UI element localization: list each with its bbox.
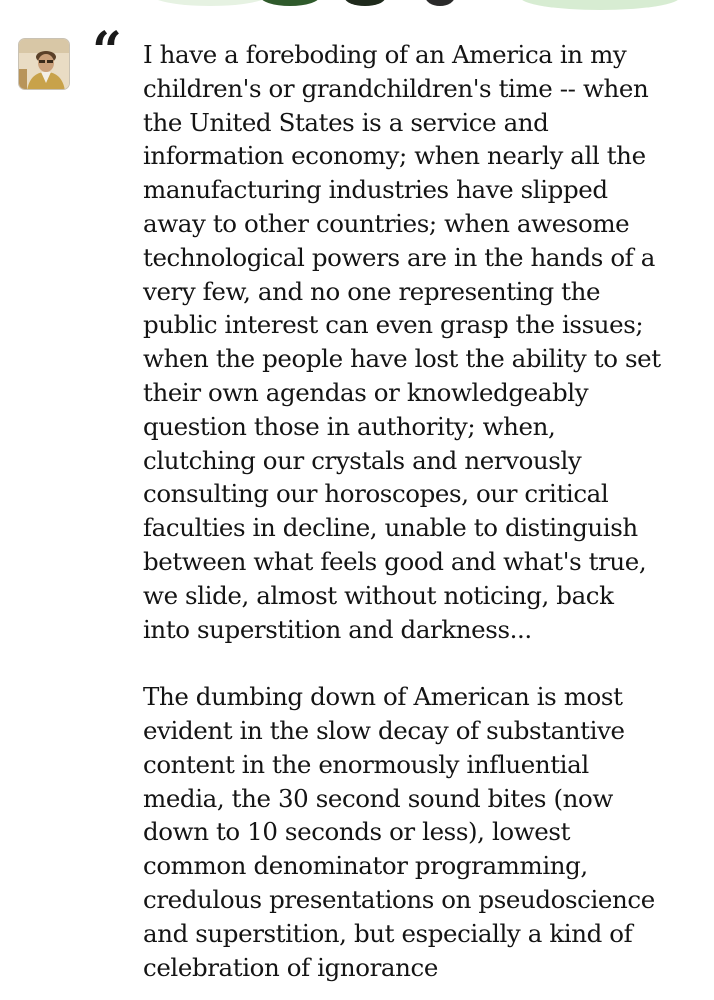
author-portrait-icon (19, 39, 70, 90)
top-decoration (0, 0, 714, 12)
decoration-glow (520, 0, 680, 10)
decoration-leaf-left (260, 0, 320, 6)
quote-mark-icon: “ (92, 21, 122, 82)
decoration-glow-left (150, 0, 270, 6)
decoration-leaf-right (425, 0, 455, 6)
quote-body (143, 38, 703, 984)
decoration-leaf-mid (345, 0, 385, 6)
quote-paragraph-2: The dumbing down of American is most evident in the slow decay of substantive content in the enormously influential media, the 30 second sound bites (now down to 10 seconds or less), lowest common denominator programming, credulous presentations on pseudoscience and superstition, but especially a kind of celebration of ignorance (143, 682, 655, 982)
author-avatar[interactable] (18, 38, 70, 90)
quote-paragraph-1: I have a foreboding of an America in my children's or grandchildren's time -- when the United States is a service and information economy; when nearly all the manufacturing industries have slipped away to other countries; when awesome technological powers are in the hands of a very few, and no one representing the public interest can even grasp the issues; when the people have lost the ability to set their own agendas or knowledgeably question those in authority; when, clutching our crystals and nervously consulting our horoscopes, our critical faculties in decline, unable to distinguish between what feels good and what's true, we slide, almost without noticing, back into superstition and darkness... (143, 40, 661, 644)
